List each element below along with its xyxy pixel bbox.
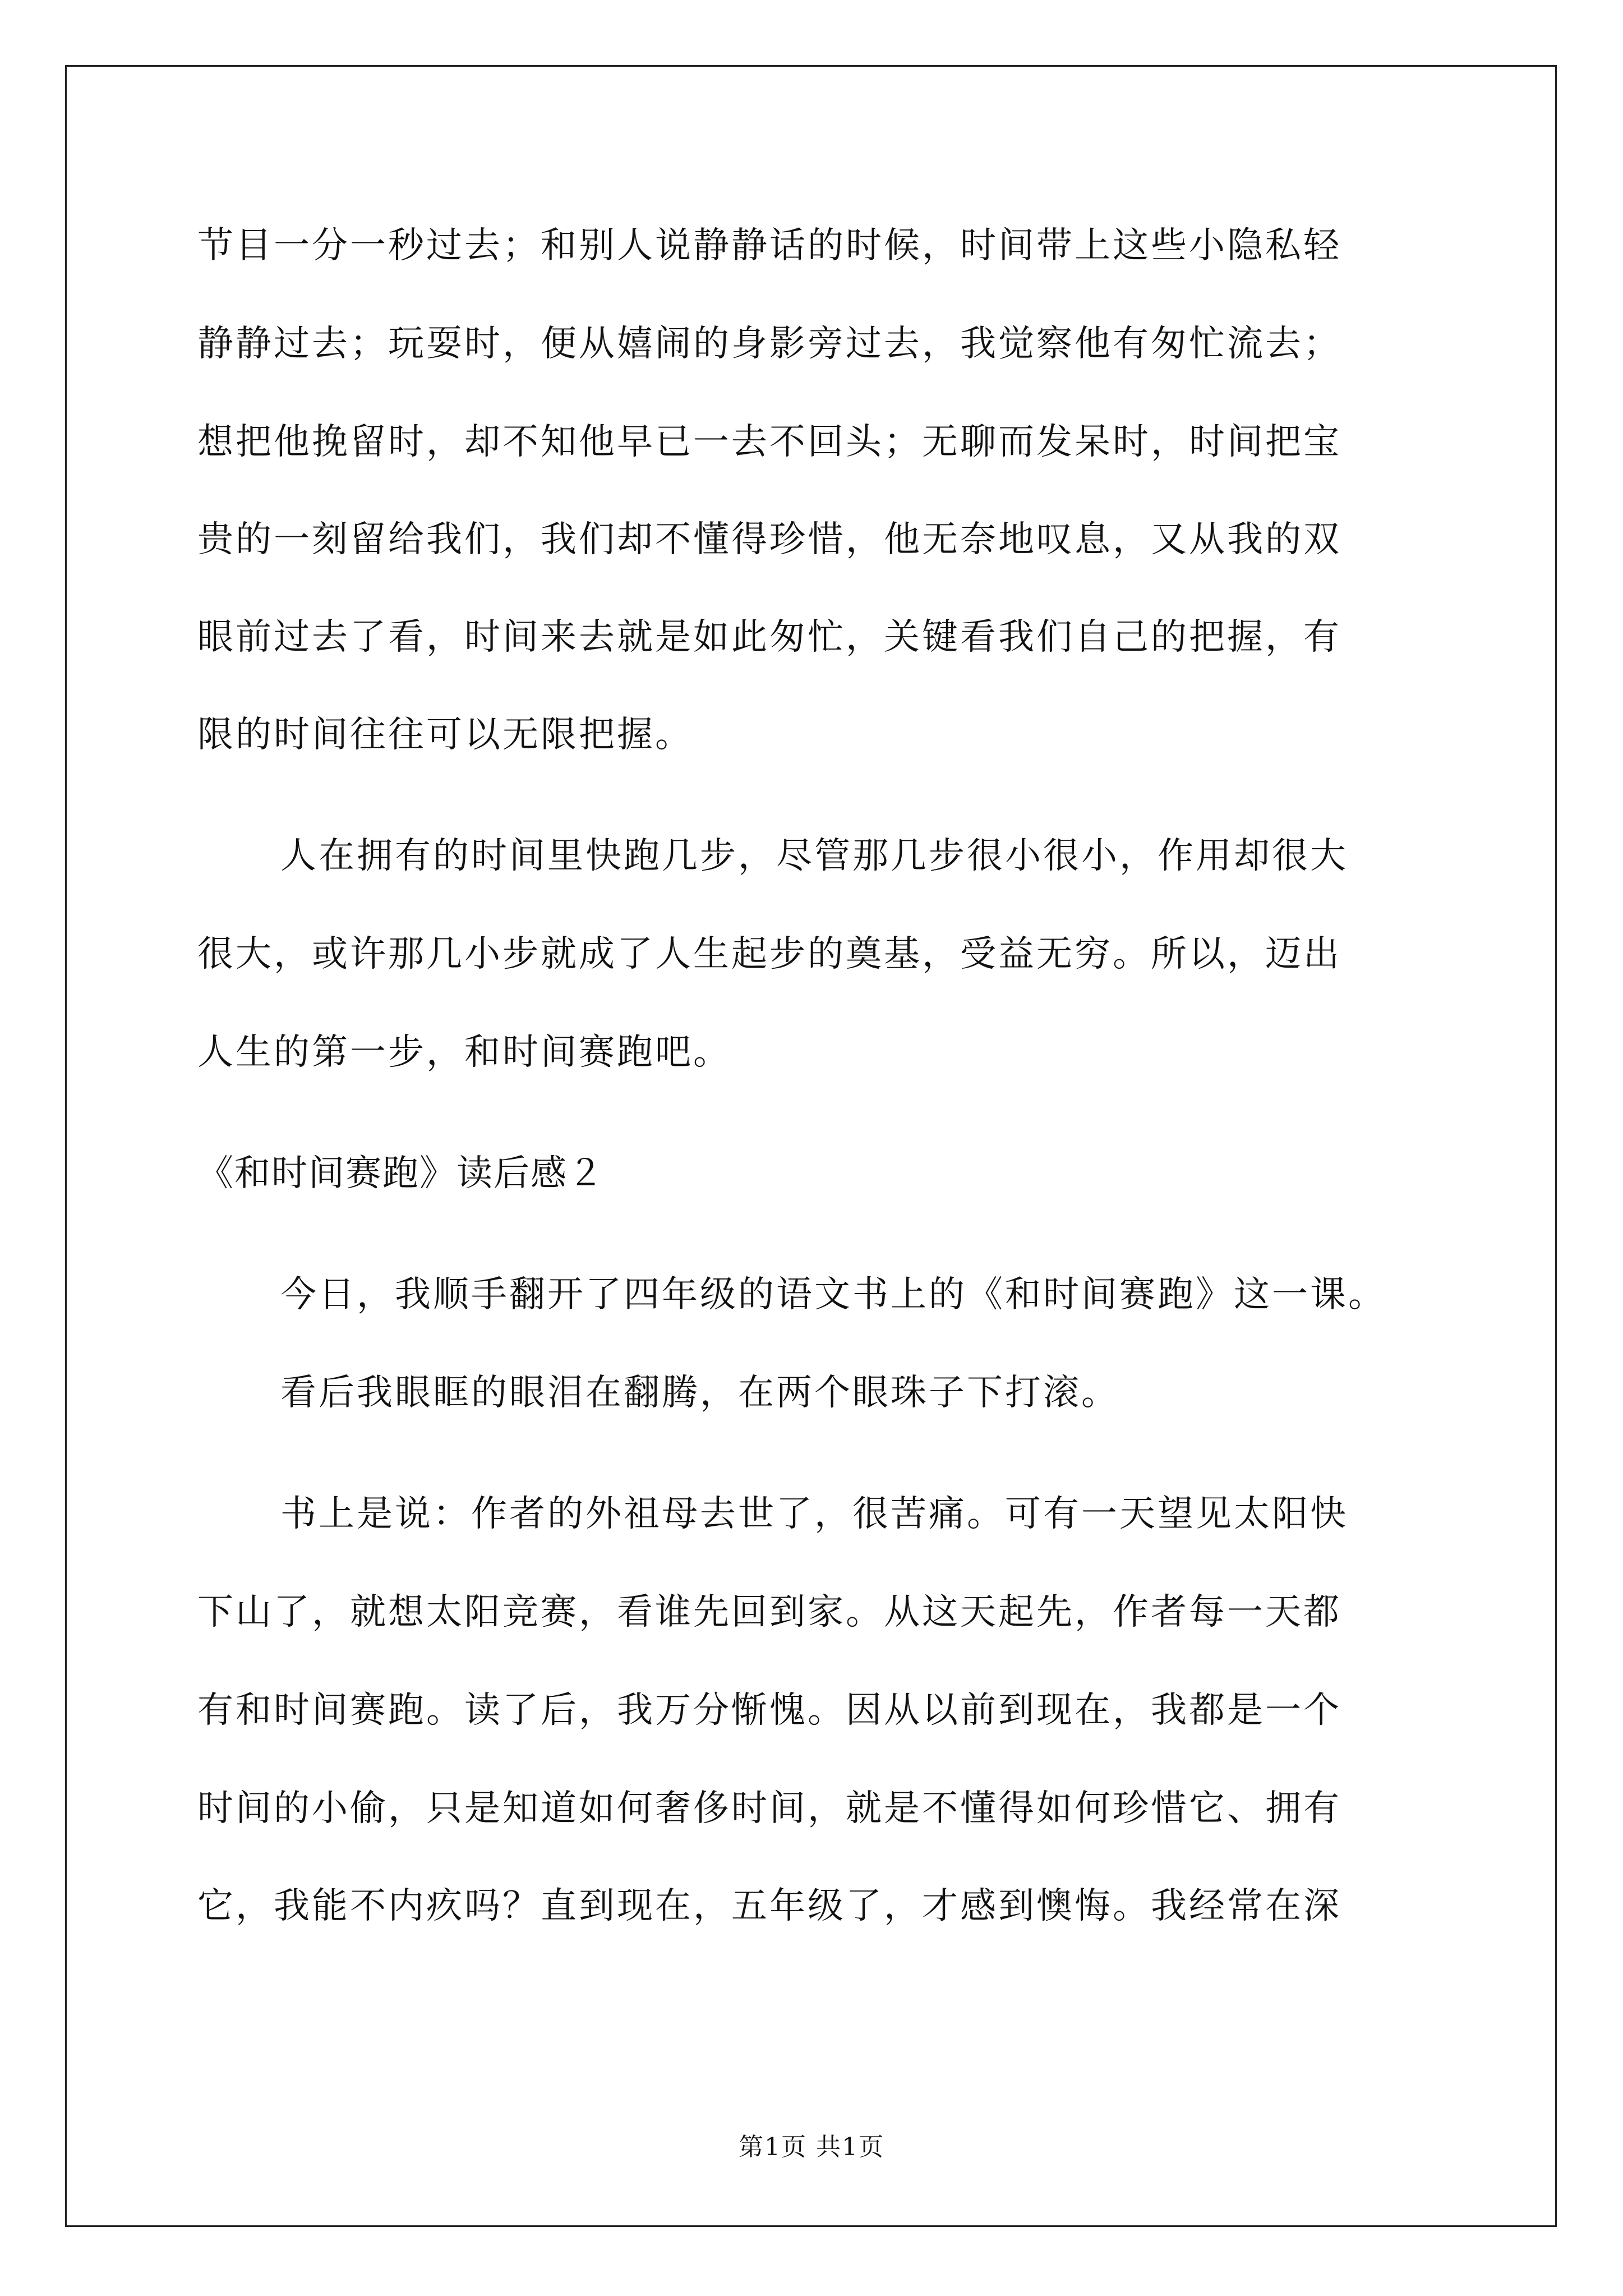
text-line-17: 它，我能不内疚吗？直到现在，五年级了，才感到懊悔。我经常在深 — [197, 1885, 1341, 1927]
text-line-13: 书上是说：作者的外祖母去世了，很苦痛。可有一天望见太阳快 — [280, 1493, 1348, 1535]
text-line-16: 时间的小偷，只是知道如何奢侈时间，就是不懂得如何珍惜它、拥有 — [197, 1788, 1341, 1829]
text-line-7: 人在拥有的时间里快跑几步，尽管那几步很小很小，作用却很大 — [280, 835, 1348, 877]
text-line-15: 有和时间赛跑。读了后，我万分惭愧。因从以前到现在，我都是一个 — [197, 1690, 1341, 1731]
section-heading: 《和时间赛跑》读后感２ — [197, 1153, 605, 1194]
text-line-6: 限的时间往往可以无限把握。 — [197, 714, 693, 756]
text-line-2: 静静过去；玩耍时，便从嬉闹的身影旁过去，我觉察他有匆忙流去； — [197, 323, 1341, 365]
text-line-1: 节目一分一秒过去；和别人说静静话的时候，时间带上这些小隐私轻 — [197, 225, 1341, 266]
text-line-14: 下山了，就想太阳竞赛，看谁先回到家。从这天起先，作者每一天都 — [197, 1591, 1341, 1633]
text-line-4: 贵的一刻留给我们，我们却不懂得珍惜，他无奈地叹息，又从我的双 — [197, 519, 1341, 560]
text-line-5: 眼前过去了看，时间来去就是如此匆忙，关键看我们自己的把握，有 — [197, 616, 1341, 658]
text-line-9: 人生的第一步，和时间赛跑吧。 — [197, 1032, 731, 1073]
page-number-footer: 第1页 共1页 — [739, 2133, 884, 2161]
text-line-11: 今日，我顺手翻开了四年级的语文书上的《和时间赛跑》这一课。 — [280, 1274, 1386, 1315]
text-line-12: 看后我眼眶的眼泪在翻腾，在两个眼珠子下打滚。 — [280, 1372, 1119, 1414]
text-line-8: 很大，或许那几小步就成了人生起步的奠基，受益无穷。所以，迈出 — [197, 933, 1341, 975]
text-line-3: 想把他挽留时，却不知他早已一去不回头；无聊而发呆时，时间把宝 — [197, 421, 1341, 463]
